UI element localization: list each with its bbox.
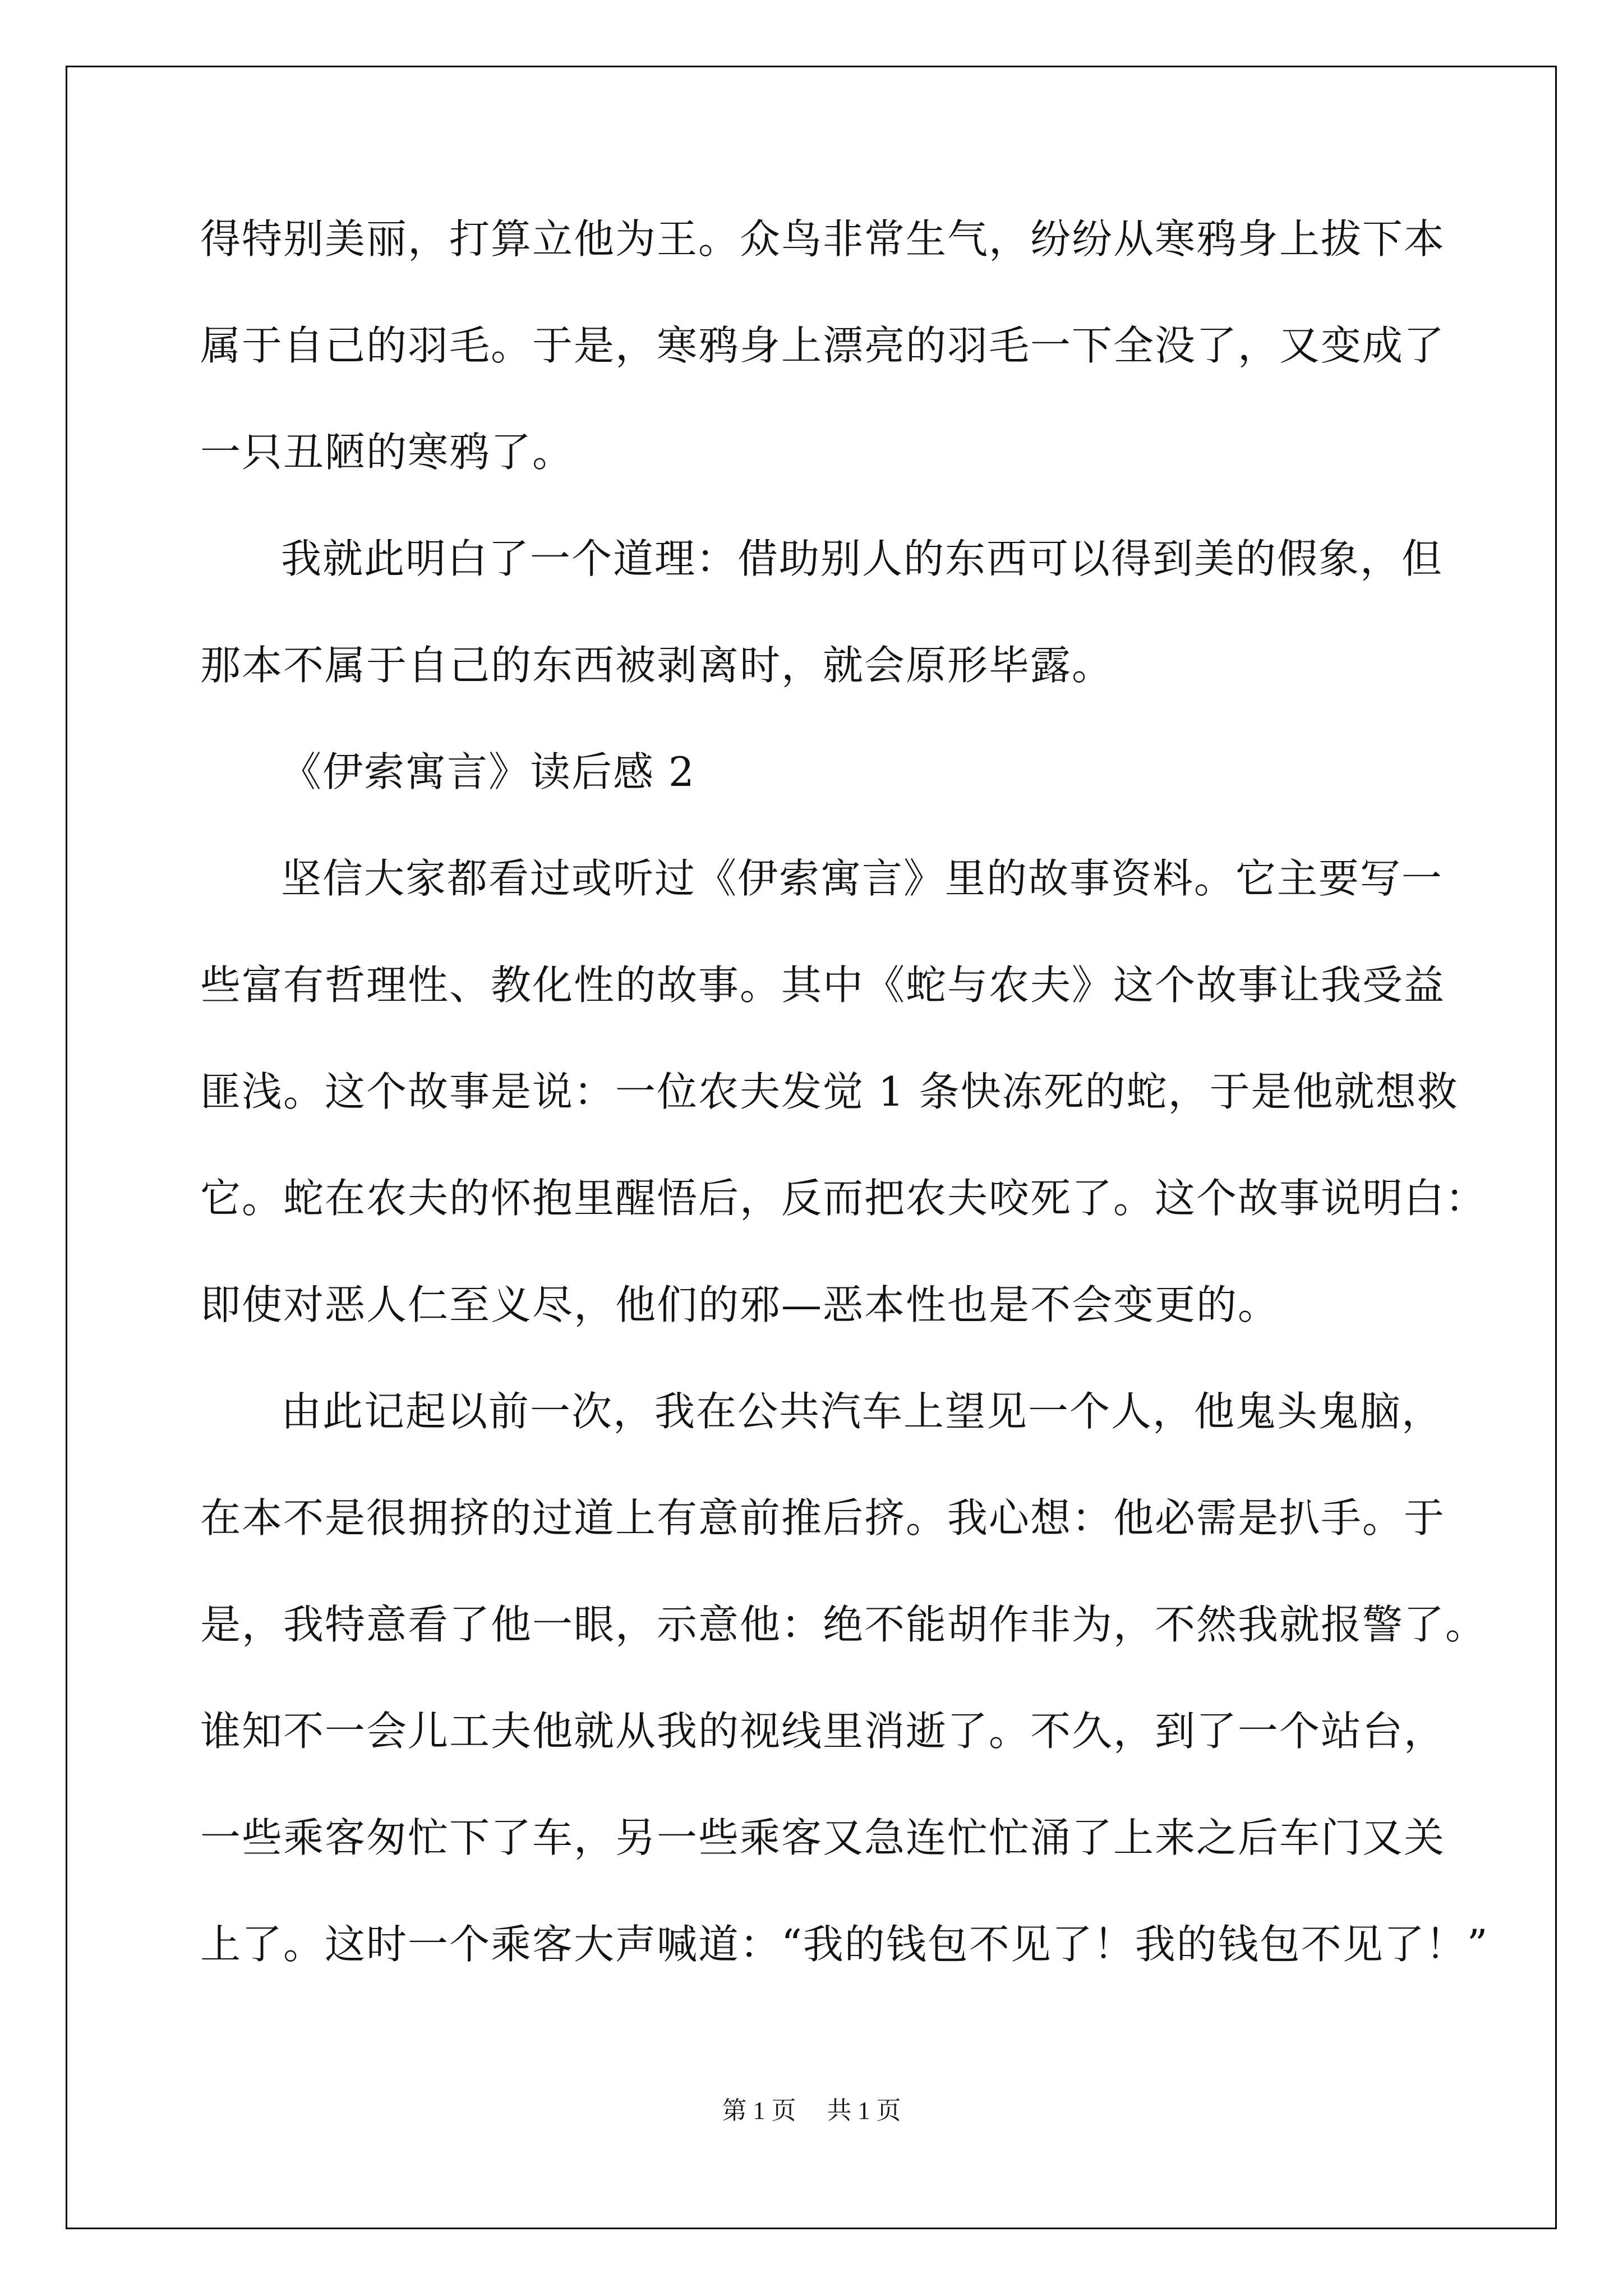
text-line: 得特别美丽，打算立他为王。众鸟非常生气，纷纷从寒鸦身上拔下本 — [200, 215, 1446, 263]
section-heading: 《伊索寓言》读后感 2 — [281, 748, 695, 795]
text-line: 坚信大家都看过或听过《伊索寓言》里的故事资料。它主要写一 — [281, 855, 1444, 902]
text-line: 它。蛇在农夫的怀抱里醒悟后，反而把农夫咬死了。这个故事说明白： — [200, 1175, 1487, 1222]
text-line: 一只丑陋的寒鸦了。 — [200, 429, 574, 476]
text-line: 匪浅。这个故事是说：一位农夫发觉 1 条快冻死的蛇，于是他就想救 — [200, 1068, 1459, 1115]
page-number: 第 1 页 — [722, 2097, 796, 2124]
text-line: 一些乘客匆忙下了车，另一些乘客又急连忙忙涌了上来之后车门又关 — [200, 1814, 1446, 1861]
text-line: 由此记起以前一次，我在公共汽车上望见一个人，他鬼头鬼脑， — [281, 1388, 1444, 1435]
page-footer — [0, 2090, 1623, 2126]
text-line: 属于自己的羽毛。于是，寒鸦身上漂亮的羽毛一下全没了，又变成了 — [200, 322, 1446, 369]
total-pages: 共 1 页 — [827, 2097, 901, 2124]
text-line: 是，我特意看了他一眼，示意他：绝不能胡作非为，不然我就报警了。 — [200, 1601, 1487, 1648]
text-line: 在本不是很拥挤的过道上有意前推后挤。我心想：他必需是扒手。于 — [200, 1494, 1446, 1542]
text-line: 我就此明白了一个道理：借助别人的东西可以得到美的假象，但 — [281, 535, 1444, 582]
text-line: 那本不属于自己的东西被剥离时，就会原形毕露。 — [200, 642, 1114, 689]
page-border — [66, 66, 1557, 2229]
text-line: 上了。这时一个乘客大声喊道：“我的钱包不见了！我的钱包不见了！” — [200, 1921, 1489, 1968]
text-line: 即使对恶人仁至义尽，他们的邪—恶本性也是不会变更的。 — [200, 1281, 1280, 1328]
text-line: 些富有哲理性、教化性的故事。其中《蛇与农夫》这个故事让我受益 — [200, 961, 1446, 1009]
text-line: 谁知不一会儿工夫他就从我的视线里消逝了。不久，到了一个站台， — [200, 1708, 1446, 1755]
